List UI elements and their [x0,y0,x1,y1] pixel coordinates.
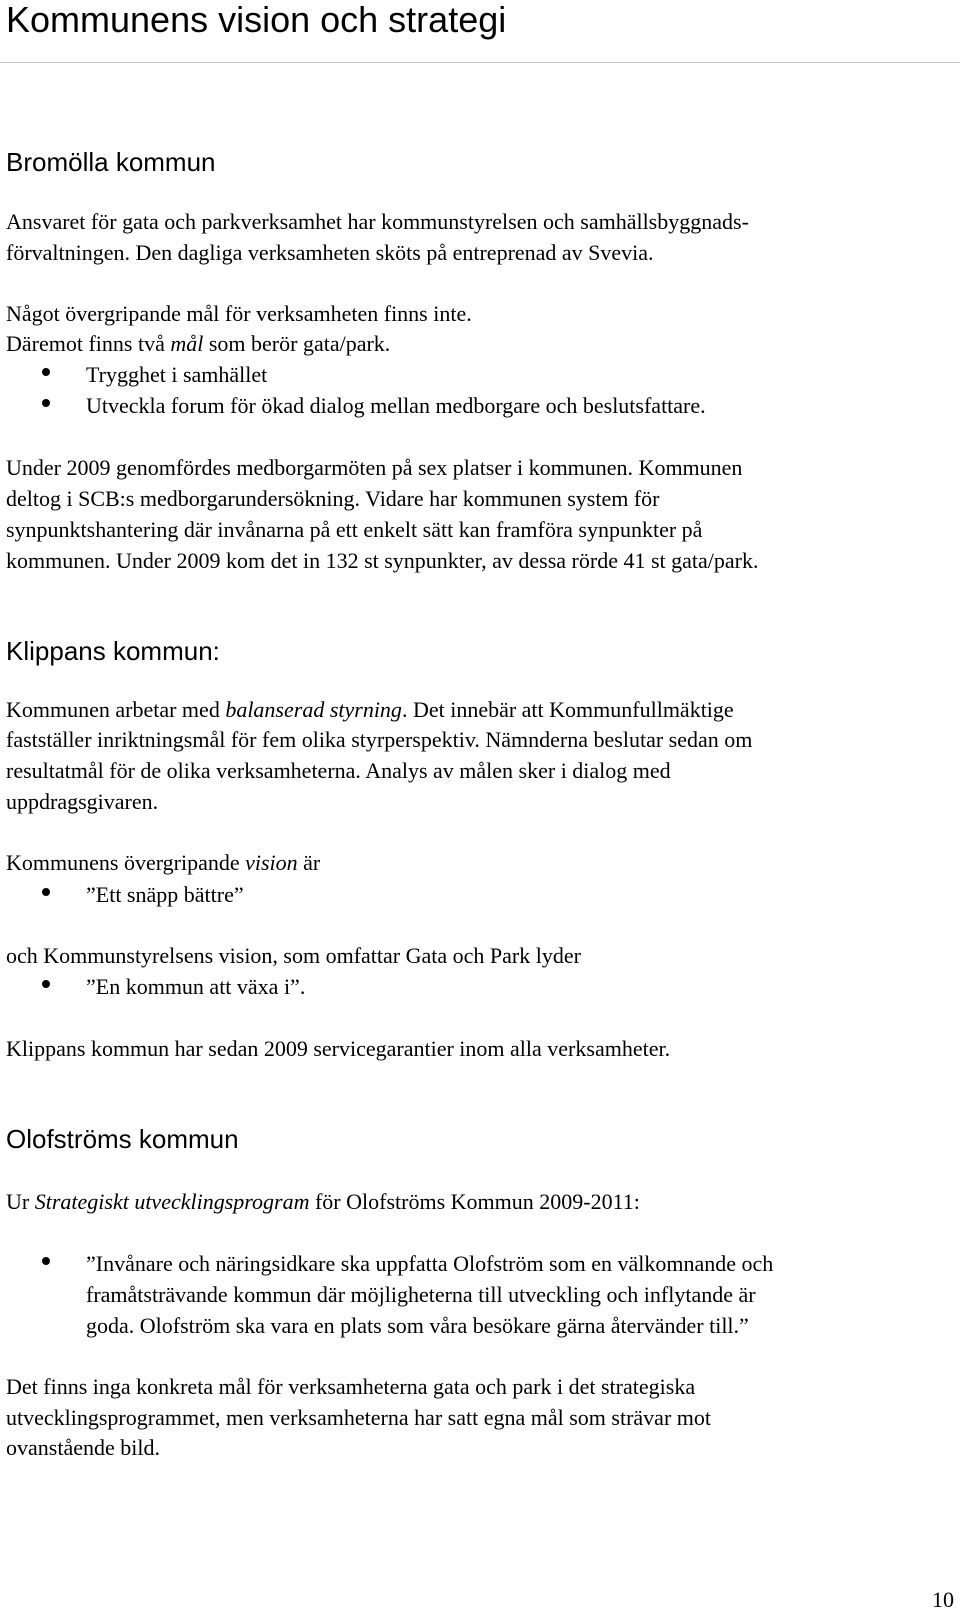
paragraph-line: förvaltningen. Den dagliga verksamheten sköts på entreprenad av Svevia. [6,240,654,265]
bullet-icon [42,359,56,373]
paragraph-line: Klippans kommun har sedan 2009 servicegarantier inom alla verksamheter. [6,1036,671,1061]
emphasis: Strategiskt utvecklingsprogram [34,1189,310,1214]
bullet-icon [42,971,56,985]
section-heading-olofstrom: Olofströms kommun [6,1124,239,1154]
paragraph-line: Däremot finns två mål som berör gata/park. [6,331,391,356]
bullet-icon [42,879,56,893]
paragraph-line: Något övergripande mål för verksamheten finns inte. [6,301,472,326]
page-number: 10 [932,1587,954,1612]
emphasis: mål [170,331,204,356]
bullet-item: Utveckla forum för ökad dialog mellan medborgare och beslutsfattare. [86,393,706,418]
paragraph-line: Ansvaret för gata och parkverksamhet har kommunstyrelsen och samhällsbyggnads- [6,209,749,234]
paragraph-line: synpunktshantering där invånarna på ett enkelt sätt kan framföra synpunkter på [6,517,703,542]
paragraph-line: uppdragsgivaren. [6,789,159,814]
emphasis: vision [245,850,298,875]
bullet-item: ”Invånare och näringsidkare ska uppfatta Olofström som en välkomnande och [86,1251,774,1276]
paragraph-line: kommunen. Under 2009 kom det in 132 st synpunkter, av dessa rörde 41 st gata/park. [6,548,759,573]
bullet-item-continuation: framåtsträvande kommun där möjligheterna till utveckling och inflytande är [86,1282,756,1307]
paragraph-line: fastställer inriktningsmål för fem olika styrperspektiv. Nämnderna beslutar sedan om [6,727,753,752]
paragraph-line: och Kommunstyrelsens vision, som omfattar Gata och Park lyder [6,943,581,968]
paragraph-line: Det finns inga konkreta mål för verksamheterna gata och park i det strategiska [6,1374,696,1399]
title-divider [0,62,960,63]
bullet-item: ”En kommun att växa i”. [86,974,306,999]
paragraph-line: ovanstående bild. [6,1435,160,1460]
paragraph-line: deltog i SCB:s medborgarundersökning. Vidare har kommunen system för [6,486,660,511]
bullet-item-continuation: goda. Olofström ska vara en plats som våra besökare gärna återvänder till.” [86,1313,749,1338]
paragraph-line: resultatmål för de olika verksamheterna. Analys av målen sker i dialog med [6,758,671,783]
page-title: Kommunens vision och strategi [6,0,507,40]
paragraph-line: Kommunen arbetar med balanserad styrning. Det innebär att Kommunfullmäktige [6,697,734,722]
paragraph-line: Under 2009 genomfördes medborgarmöten på sex platser i kommunen. Kommunen [6,455,743,480]
bullet-item: Trygghet i samhället [86,362,268,387]
bullet-icon [42,390,56,404]
paragraph-line: Kommunens övergripande vision är [6,850,321,875]
section-heading-bromolla: Bromölla kommun [6,147,216,177]
bullet-icon [42,1248,56,1262]
bullet-item: ”Ett snäpp bättre” [86,882,244,907]
paragraph-line: utvecklingsprogrammet, men verksamheterna har satt egna mål som strävar mot [6,1405,711,1430]
section-heading-klippan: Klippans kommun: [6,636,220,666]
paragraph-line: Ur Strategiskt utvecklingsprogram för Olofströms Kommun 2009-2011: [6,1189,640,1214]
emphasis: balanserad styrning [225,697,402,722]
